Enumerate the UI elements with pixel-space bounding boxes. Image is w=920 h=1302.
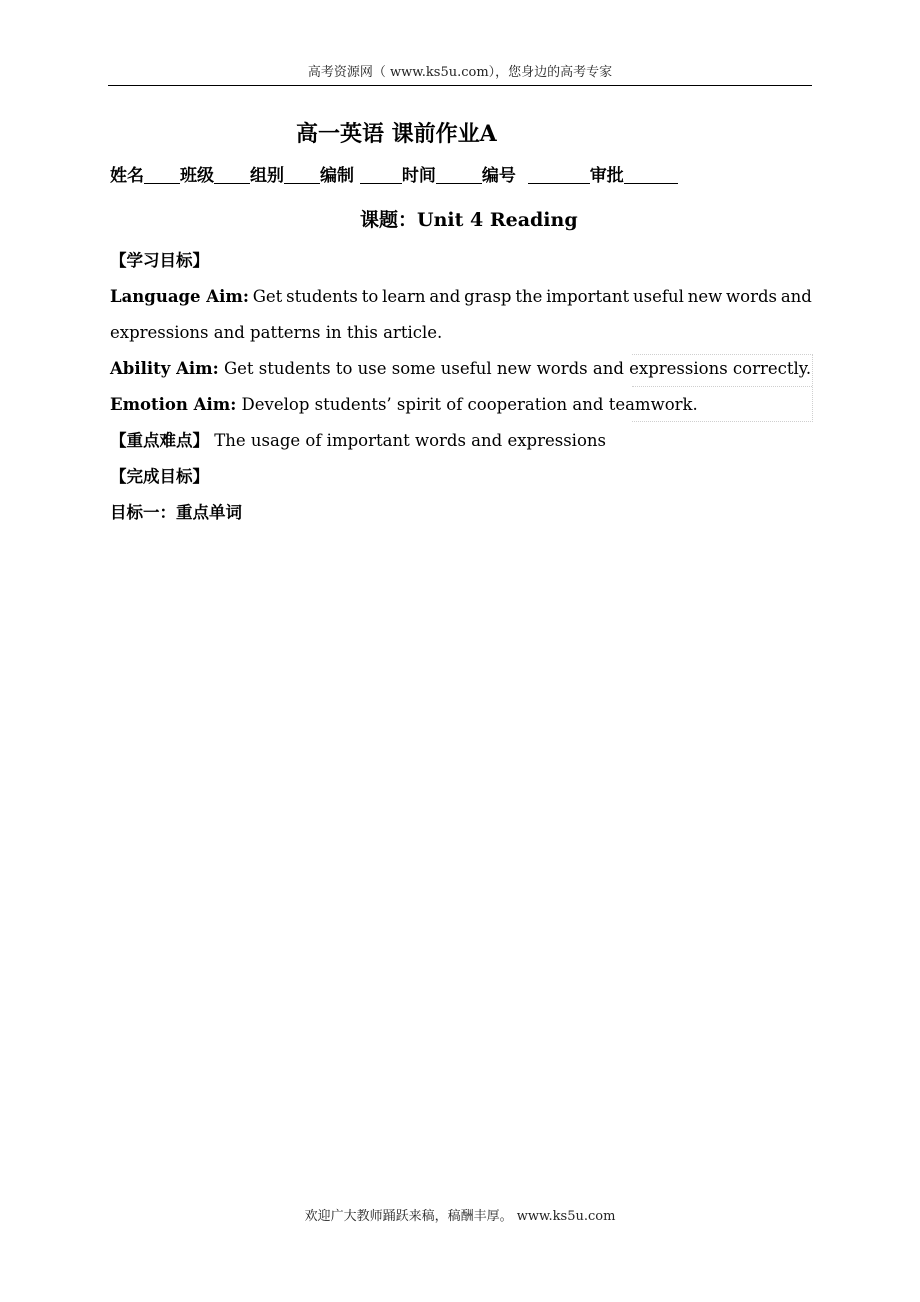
language-aim-word: learn: [382, 287, 426, 306]
language-aim-word: words: [726, 287, 778, 306]
language-aim-word: Get: [252, 287, 283, 306]
number-blank: [528, 165, 590, 184]
class-blank: [214, 165, 250, 184]
language-aim-word: useful: [633, 287, 684, 306]
language-aim-continuation: expressions and patterns in this article.: [110, 323, 443, 342]
group-blank: [284, 165, 320, 184]
student-info-line: [110, 162, 678, 190]
time-blank: [436, 165, 482, 184]
compiler-label: 编制: [320, 166, 354, 186]
dotted-frame: [632, 354, 813, 422]
language-aim-word: the: [515, 287, 543, 306]
document-title: 高一英语 课前作业A: [296, 121, 497, 147]
approval-label: 审批: [589, 166, 624, 186]
key-points-text: The usage of important words and expressions: [214, 431, 606, 450]
key-points-heading: 【重点难点】: [110, 431, 209, 450]
ability-aim-label: Ability Aim:: [110, 359, 219, 378]
emotion-aim-text: Develop students’ spirit of cooperation and teamwork.: [241, 395, 698, 414]
page-header: 高考资源网（ www.ks5u.com），您身边的高考专家: [307, 65, 613, 80]
goal-one-heading: 目标一：重点单词: [110, 503, 242, 522]
emotion-aim-label: Emotion Aim:: [110, 395, 237, 414]
number-label: 编号: [481, 166, 516, 186]
page-footer: 欢迎广大教师踊跃来稿，稿酬丰厚。 www.ks5u.com: [304, 1209, 616, 1224]
language-aim-word: and: [429, 287, 461, 306]
language-aim-word: students: [286, 287, 358, 306]
name-blank: [144, 165, 180, 184]
language-aim-word: grasp: [464, 287, 512, 306]
lesson-topic: 课题：Unit 4 Reading: [360, 209, 578, 231]
approval-blank: [624, 165, 678, 184]
group-label: 组别: [250, 166, 284, 186]
language-aim-word: new: [687, 287, 723, 306]
completion-goals-heading: 【完成目标】: [110, 467, 209, 486]
time-label: 时间: [401, 166, 436, 186]
class-label: 班级: [180, 166, 214, 186]
language-aim-label: Language Aim:: [110, 287, 249, 306]
language-aim-line: [110, 284, 812, 310]
header-rule: [108, 85, 812, 86]
dotted-frame-divider: [632, 386, 812, 387]
language-aim-word: and: [780, 287, 812, 306]
language-aim-word: important: [546, 287, 630, 306]
compiler-blank: [360, 165, 402, 184]
name-label: 姓名: [110, 166, 144, 186]
learning-goals-heading: 【学习目标】: [110, 251, 209, 270]
key-points-line: [110, 428, 812, 454]
language-aim-word: to: [361, 287, 379, 306]
ability-aim-text: Get students to use some useful new words and expressions correctly.: [223, 359, 812, 378]
